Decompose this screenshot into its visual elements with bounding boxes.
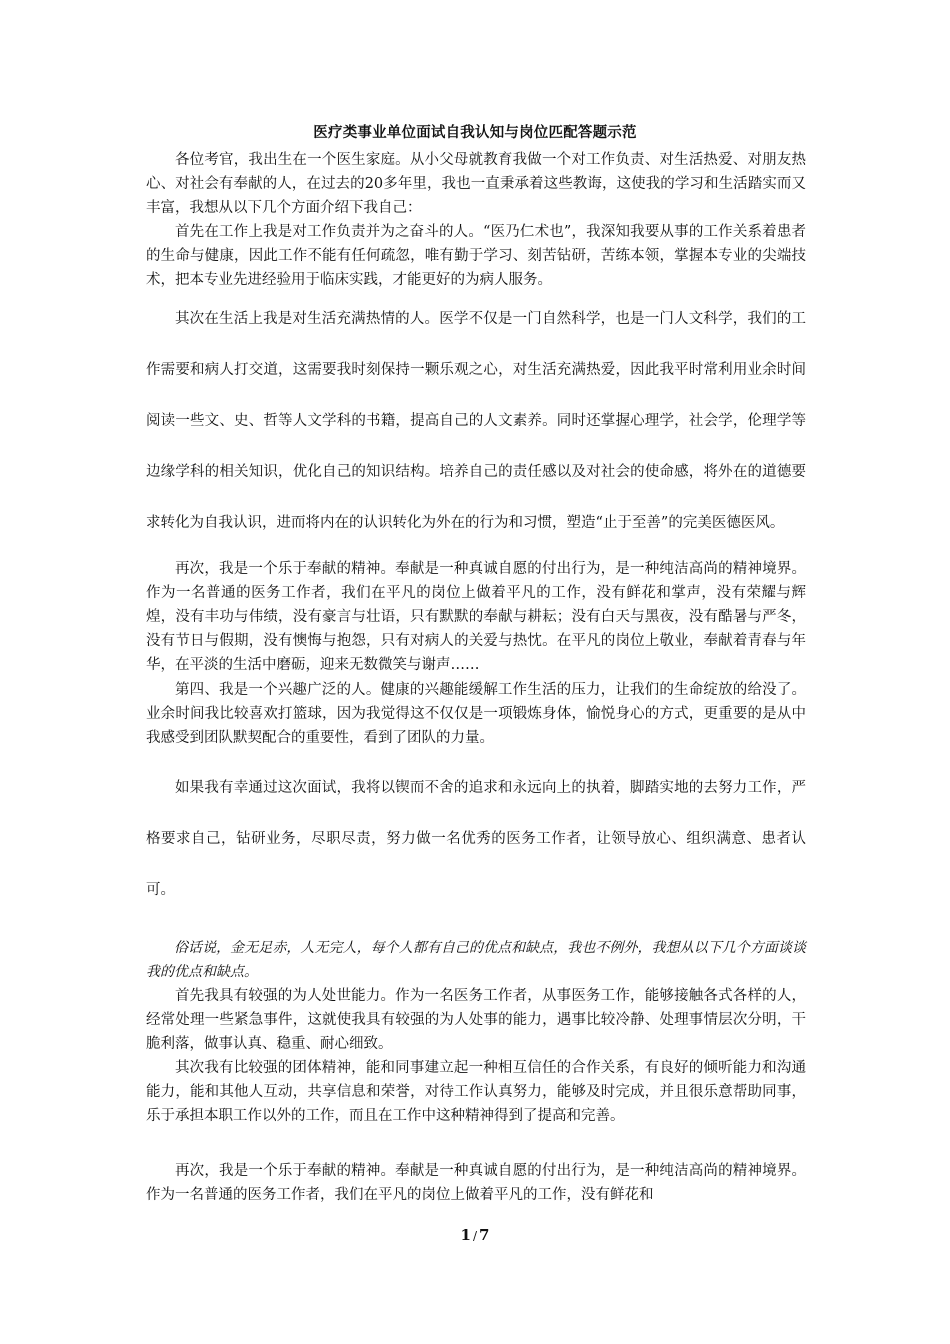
current-page: 1 (460, 1226, 471, 1244)
paragraph: 再次，我是一个乐于奉献的精神。奉献是一种真诚自愿的付出行为，是一种纯洁高尚的精神境界。作为一名普通的医务工作者，我们在平凡的岗位上做着平凡的工作，没有鲜花和掌声，没有荣耀与辉煌，没有丰功与伟绩，没有豪言与壮语，只有默默的奉献与耕耘；没有白天与黑夜，没有酷暑与严冬，没有节日与假期，没有懊悔与抱怨，只有对病人的关爱与热忱。在平凡的岗位上敬业，奉献着青春与年华，在平淡的生活中磨砺，迎来无数微笑与谢声…… (146, 561, 806, 673)
paragraph: 其次在生活上我是对生活充满热情的人。医学不仅是一门自然科学，也是一门人文科学，我们的工作需要和病人打交道，这需要我时刻保持一颗乐观之心，对生活充满热爱，因此我平时常利用业余时间阅读一些文、史、哲等人文学科的书籍，提高自己的人文素养。同时还掌握心理学，社会学，伦理学等边缘学科的相关知识，优化自己的知识结构。培养自己的责任感以及对社会的使命感，将外在的道德要求转化为自我认识，进而将内在的认识转化为外在的行为和习惯，塑造“止于至善”的完美医德医风。 (146, 311, 806, 531)
paragraph-block (146, 1159, 806, 1207)
paragraph-block (146, 148, 806, 292)
total-pages: 7 (479, 1226, 490, 1244)
paragraph-block (146, 557, 806, 677)
paragraph-block (146, 678, 806, 750)
page-number (0, 1226, 950, 1244)
paragraph: 俗话说，金无足赤，人无完人，每个人都有自己的优点和缺点，我也不例外，我想从以下几个方面谈谈我的优点和缺点。 (146, 940, 806, 980)
paragraph-block (146, 763, 806, 916)
paragraph: 如果我有幸通过这次面试，我将以锲而不舍的追求和永远向上的执着，脚踏实地的去努力工作，严格要求自己，钻研业务，尽职尽责，努力做一名优秀的医务工作者，让领导放心、组织满意、患者认可。 (146, 780, 806, 898)
paragraph: 首先在工作上我是对工作负责并为之奋斗的人。“医乃仁术也”，我深知我要从事的工作关系着患者的生命与健康，因此工作不能有任何疏忽，唯有勤于学习、刻苦钻研，苦练本领，掌握本专业的尖端技术，把本专业先进经验用于临床实践，才能更好的为病人服务。 (146, 224, 806, 288)
paragraph-block (146, 294, 806, 549)
paragraph: 其次我有比较强的团体精神，能和同事建立起一种相互信任的合作关系，有良好的倾听能力和沟通能力，能和其他人互动，共享信息和荣誉，对待工作认真努力，能够及时完成，并且很乐意帮助同事，乐于承担本职工作以外的工作，而且在工作中这种精神得到了提高和完善。 (146, 1060, 806, 1124)
paragraph: 再次，我是一个乐于奉献的精神。奉献是一种真诚自愿的付出行为，是一种纯洁高尚的精神境界。作为一名普通的医务工作者，我们在平凡的岗位上做着平凡的工作，没有鲜花和 (146, 1163, 806, 1203)
paragraph-block (146, 936, 806, 1128)
document-title: 医疗类事业单位面试自我认知与岗位匹配答题示范 (313, 124, 637, 141)
page-separator: / (472, 1229, 478, 1243)
paragraph: 第四、我是一个兴趣广泛的人。健康的兴趣能缓解工作生活的压力，让我们的生命绽放的给没了。业余时间我比较喜欢打篮球，因为我觉得这不仅仅是一项锻炼身体，愉悦身心的方式，更重要的是从中我感受到团队默契配合的重要性，看到了团队的力量。 (146, 682, 806, 746)
paragraph: 各位考官，我出生在一个医生家庭。从小父母就教育我做一个对工作负责、对生活热爱、对朋友热心、对社会有奉献的人，在过去的20多年里，我也一直秉承着这些教诲，这使我的学习和生活踏实而又丰富，我想从以下几个方面介绍下我自己： (146, 152, 806, 216)
paragraph: 首先我具有较强的为人处世能力。作为一名医务工作者，从事医务工作，能够接触各式各样的人，经常处理一些紧急事件，这就使我具有较强的为人处事的能力，遇事比较冷静、处理事情层次分明，干脆利落，做事认真、稳重、耐心细致。 (146, 988, 806, 1052)
